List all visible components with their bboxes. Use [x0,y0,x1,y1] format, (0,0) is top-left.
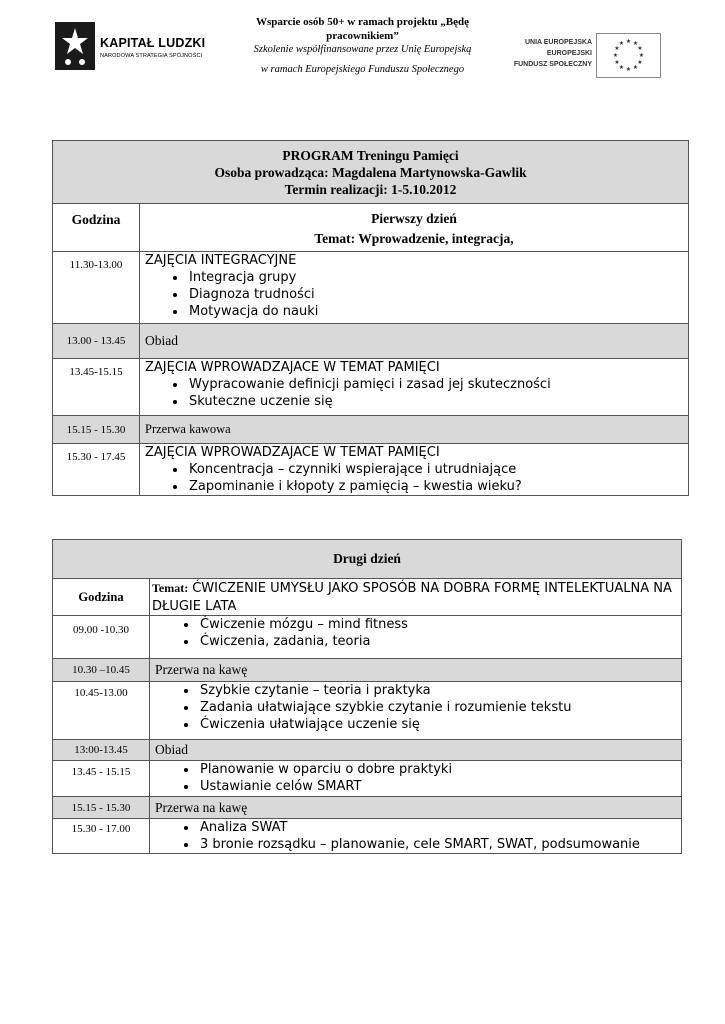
row-activity: Przerwa na kawę [150,659,682,682]
table-row [53,682,682,740]
day1-topic: Temat: Wprowadzenie, integracja, [314,231,514,246]
table-row [53,252,689,324]
day2-table [52,539,682,854]
svg-text:★: ★ [625,38,632,45]
eu-text-line3: FUNDUSZ SPOŁECZNY [513,61,592,68]
project-title [215,15,510,43]
row-time: 15.30 - 17.00 [53,819,150,854]
day1-table [52,140,689,496]
table-row [53,761,682,797]
table-row [53,616,682,659]
activity-list [155,761,681,795]
list-item: • Ćwiczenia, zadania, teoria [198,633,681,650]
day2-title: Drugi dzień [53,540,682,579]
list-item: • Planowanie w oparciu o dobre praktyki [198,761,681,778]
svg-text:★: ★ [637,59,643,66]
row-activity: Przerwa na kawę [150,797,682,819]
table-row [53,819,682,854]
svg-text:★: ★ [618,40,625,47]
row-activity [140,252,689,324]
row-activity [150,761,682,797]
table-row [53,359,689,416]
svg-text:★: ★ [632,64,639,71]
list-item: • Koncentracja – czynniki wspierające i utrudniające [187,461,688,478]
kapital-ludzki-logo-icon [55,22,95,70]
table-row [53,740,682,761]
activity-list [155,819,681,853]
list-item: • Ćwiczenia ułatwiające uczenie się [198,716,681,733]
project-title-line1: Wsparcie osób 50+ w ramach projektu „Będę [255,16,470,28]
program-header [53,141,689,204]
topic-text: ĆWICZENIE UMYSŁU JAKO SPOSÓB NA DOBRA FORMĘ INTELEKTUALNA NA DŁUGIE LATA [152,581,672,614]
activity-list [155,616,681,650]
table-row [53,659,682,682]
row-activity: Przerwa kawowa [140,416,689,444]
project-title-line2: pracownikiem” [326,30,399,42]
list-item: • Skuteczne uczenie się [187,393,688,410]
svg-text:★: ★ [612,52,619,59]
eu-text-line1: UNIA EUROPEJSKA [524,39,592,46]
table-row [53,416,689,444]
svg-text:★: ★ [625,66,632,73]
activity-heading: ZAJĘCIA WPROWADZAJACE W TEMAT PAMIĘCI [145,360,440,375]
row-activity [140,444,689,496]
svg-text:★: ★ [638,52,645,59]
day-header [140,204,689,252]
eu-text-line2: EUROPEJSKI [546,50,592,57]
svg-text:★: ★ [632,40,639,47]
row-time: 11.30-13.00 [53,252,140,324]
row-activity: Obiad [150,740,682,761]
row-time: 13.45 - 15.15 [53,761,150,797]
activity-heading: ZAJĘCIA WPROWADZAJACE W TEMAT PAMIĘCI [145,445,440,460]
topic-label: Temat: [152,581,189,595]
list-item: • Zadania ułatwiające szybkie czytanie i rozumienie tekstu [198,699,681,716]
eu-flag-icon [596,33,661,78]
activity-list [155,682,681,733]
table-row [53,324,689,359]
fund-text: w ramach Europejskiego Funduszu Społecznego [260,64,465,75]
row-activity [140,359,689,416]
activity-list [145,269,688,320]
activity-list [145,376,688,410]
table-row [53,444,689,496]
list-item: • 3 bronie rozsądku – planowanie, cele SMART, SWAT, podsumowanie [198,836,681,853]
column-header-hour: Godzina [53,204,140,252]
row-time: 15.15 - 15.30 [53,797,150,819]
list-item: • Ćwiczenie mózgu – mind fitness [198,616,681,633]
row-time: 13.00 - 13.45 [53,324,140,359]
row-time: 13.45-15.15 [53,359,140,416]
list-item: • Szybkie czytanie – teoria i praktyka [198,682,681,699]
list-item: • Wypracowanie definicji pamięci i zasad jej skuteczności [187,376,688,393]
list-item: • Integracja grupy [187,269,688,286]
eu-logo-text [502,37,592,70]
day2-topic [150,579,682,616]
row-activity [150,616,682,659]
row-time: 13:00-13.45 [53,740,150,761]
list-item: • Analiza SWAT [198,819,681,836]
activity-heading: ZAJĘCIA INTEGRACYJNE [145,253,297,268]
day1-title: Pierwszy dzień [371,211,457,226]
row-time: 15.30 - 17.45 [53,444,140,496]
list-item: • Diagnoza trudności [187,286,688,303]
program-title: PROGRAM Treningu Pamięci [282,148,459,163]
program-dates: Termin realizacji: 1-5.10.2012 [284,182,457,197]
logo-title: KAPITAŁ LUDZKI [100,36,206,50]
row-activity: Obiad [140,324,689,359]
row-activity [150,819,682,854]
logo-subtitle: NARODOWA STRATEGIA SPÓJNOŚCI [100,53,203,59]
svg-text:★: ★ [614,59,620,66]
list-item: • Ustawianie celów SMART [198,778,681,795]
row-activity [150,682,682,740]
row-time: 10.30 –10.45 [53,659,150,682]
svg-text:★: ★ [637,45,643,52]
list-item: • Zapominanie i kłopoty z pamięcią – kwestia wieku? [187,478,688,495]
program-trainer: Osoba prowadząca: Magdalena Martynowska-Gawlik [214,165,527,180]
activity-list [145,461,688,495]
row-time: 15.15 - 15.30 [53,416,140,444]
svg-text:★: ★ [618,64,625,71]
svg-text:★: ★ [614,45,620,52]
row-time: 09.00 -10.30 [53,616,150,659]
column-header-hour: Godzina [53,579,150,616]
row-time: 10.45-13.00 [53,682,150,740]
table-row [53,797,682,819]
list-item: • Motywacja do nauki [187,303,688,320]
cofinance-text: Szkolenie współfinansowane przez Unię Europejską [253,44,472,55]
